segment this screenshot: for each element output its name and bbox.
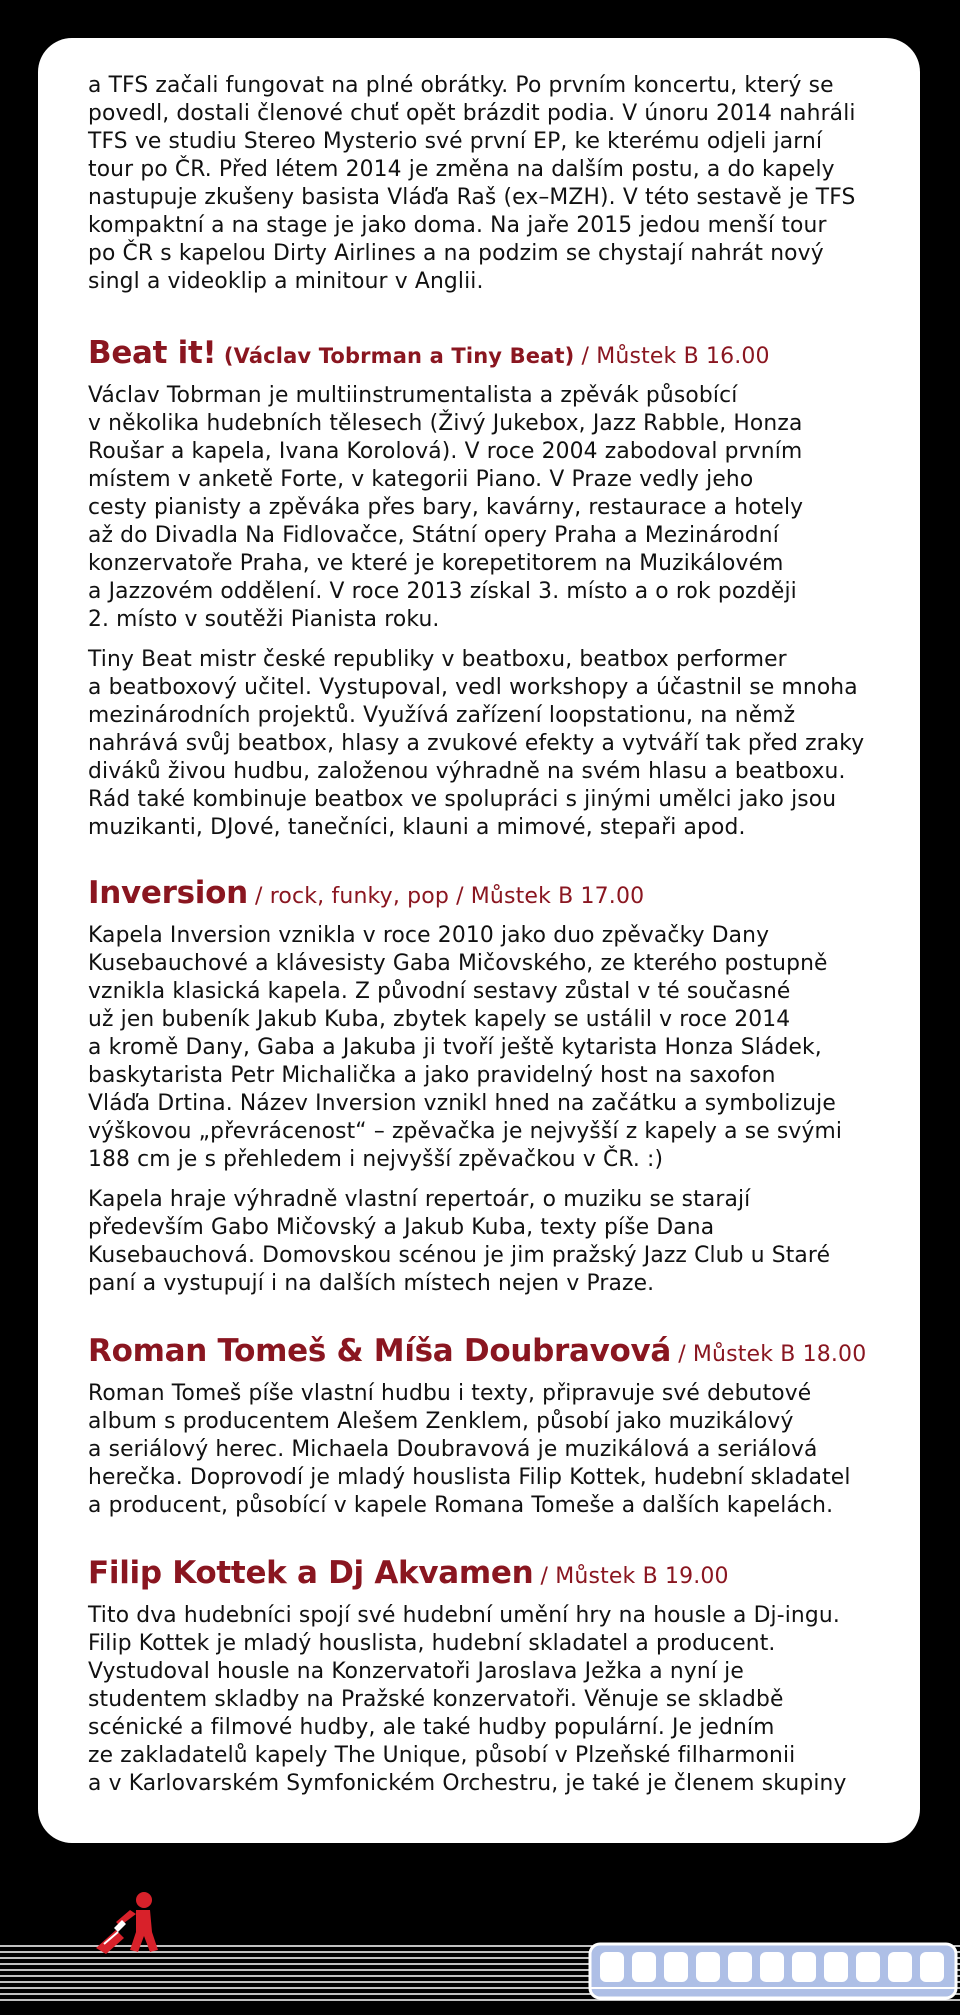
section-inversion <box>88 876 870 1298</box>
venue-time: / Můstek B 19.00 <box>533 1564 729 1589</box>
section-heading <box>88 876 870 914</box>
band-name: Inversion <box>88 875 248 911</box>
venue-time: / Můstek B 16.00 <box>574 344 770 369</box>
band-name: Beat it! <box>88 335 217 371</box>
venue-time: / Můstek B 18.00 <box>671 1342 867 1367</box>
tram-icon <box>588 1940 960 2004</box>
band-name: Filip Kottek a Dj Akvamen <box>88 1555 534 1591</box>
section-paragraph: Václav Tobrman je multiinstrumentalista a zpěvák působící v několika hudebních tělesech (Živý Jukebox, Jazz Rabble, Honza Roušar a kapela, Ivana Korolová). V roce 2004 zabodoval prvním místem v anketě Forte, v kategorii Piano. V Praze vedly jeho cesty pianisty a zpěváka přes bary, kavárny, restaurace a hotely až do Divadla Na Fidlovačce, Státní opery Praha a Mezinárodní konzervatoře Praha, ve které je korepetitorem na Muzikálovém a Jazzovém oddělení. V roce 2013 získal 3. místo a o rok později 2. místo v soutěži Pianista roku. <box>88 383 804 632</box>
section-paragraph: Kapela Inversion vznikla v roce 2010 jako duo zpěvačky Dany Kusebauchové a klávesisty Gaba Mičovského, ze kterého postupně vznikla klasická kapela. Z původní sestavy zůstal v té současné už jen bubeník Jakub Kuba, zbytek kapely se ustálil v roce 2014 a kromě Dany, Gaba a Jakuba ji tvoří ještě kytarista Honza Sládek, baskytarista Petr Michalička a jako pravidelný host na saxofon Vláďa Drtina. Název Inversion vznikl hned na začátku a symbolizuje výškovou „převrácenost“ – zpěvačka je nejvyšší z kapely a se svými 188 cm je s přehledem i nejvyšší zpěvačkou v ČR. :) <box>88 923 843 1172</box>
band-name: Roman Tomeš & Míša Doubravová <box>88 1333 672 1369</box>
section-paragraph: Tiny Beat mistr české republiky v beatboxu, beatbox performer a beatboxový učitel. Vystupoval, vedl workshopy a účastnil se mnoha mezinárodních projektů. Využívá zařízení loopstationu, na němž nahrává svůj beatbox, hlasy a zvukové efekty a vytváří tak před zraky diváků živou hudbu, založenou výhradně na svém hlasu a beatboxu. Rád také kombinuje beatbox ve spolupráci s jinými umělci jako jsou muzikanti, DJové, tanečníci, klauni a mimové, stepaři apod. <box>88 647 865 840</box>
section-heading <box>88 1334 870 1372</box>
logo-figure-icon <box>92 1892 172 1972</box>
section-heading <box>88 336 870 374</box>
intro-paragraph: a TFS začali fungovat na plné obrátky. Po prvním koncertu, který se povedl, dostali členové chuť opět brázdit podia. V únoru 2014 nahráli TFS ve studiu Stereo Mysterio své první EP, ke kterému odjeli jarní tour po ČR. Před létem 2014 je změna na dalším postu, a do kapely nastupuje zkušeny basista Vláďa Raš (ex–MZH). V této sestavě je TFS kompaktní a na stage je jako doma. Na jaře 2015 jedou menší tour po ČR s kapelou Dirty Airlines a na podzim se chystají nahrát nový singl a videoklip a minitour v Anglii. <box>88 73 856 294</box>
section-paragraph: Tito dva hudebníci spojí své hudební umění hry na housle a Dj-ingu. Filip Kottek je mladý houslista, hudební skladatel a producent. Vystudoval housle na Konzervatoři Jaroslava Ježka a nyní je studentem skladby na Pražské konzervatoři. Věnuje se skladbě scénické a filmové hudby, ale také hudby populární. Je jedním ze zakladatelů kapely The Unique, působí v Plzeňské filharmonii a v Karlovarském Symfonickém Orchestru, je také je členem skupiny <box>88 1603 847 1796</box>
content-card <box>38 38 920 1843</box>
section-beat-it <box>88 336 870 842</box>
section-paragraph: Roman Tomeš píše vlastní hudbu i texty, připravuje své debutové album s producentem Alešem Zenklem, působí jako muzikálový a seriálový herec. Michaela Doubravová je muzikálová a seriálová herečka. Doprovodí je mladý houslista Filip Kottek, hudební skladatel a producent, působící v kapele Romana Tomeše a dalších kapelách. <box>88 1381 851 1518</box>
section-heading <box>88 1556 870 1594</box>
section-filip-kottek <box>88 1556 870 1798</box>
venue-time: / rock, funky, pop / Můstek B 17.00 <box>247 884 645 909</box>
band-members: (Václav Tobrman a Tiny Beat) <box>216 344 575 368</box>
section-roman-tomes <box>88 1334 870 1520</box>
section-paragraph: Kapela hraje výhradně vlastní repertoár, o muziku se starají především Gabo Mičovský a Jakub Kuba, texty píše Dana Kusebauchová. Domovskou scénou je jim pražský Jazz Club u Staré paní a vystupují i na dalších místech nejen v Praze. <box>88 1187 831 1296</box>
